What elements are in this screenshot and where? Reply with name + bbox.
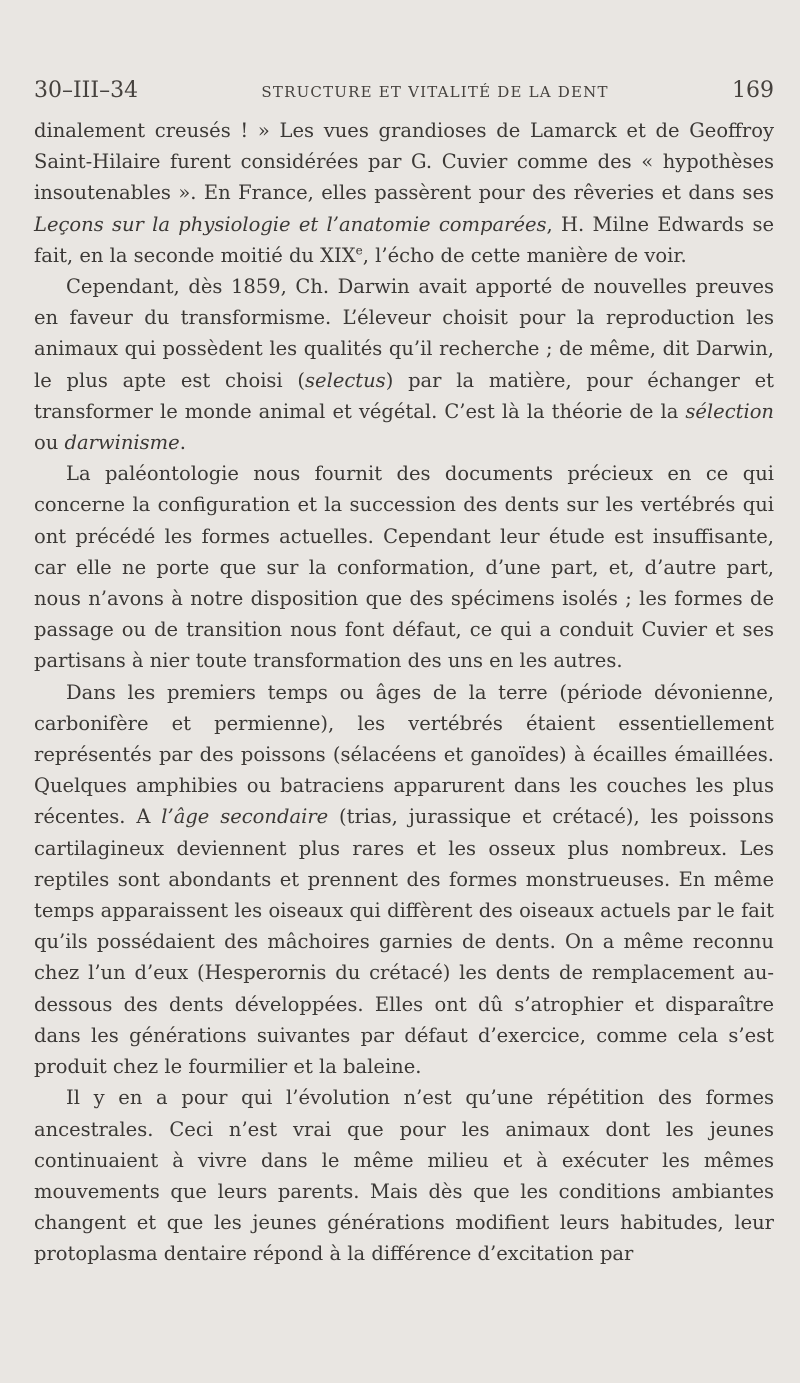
text-run: Dans les premiers temps ou âges de la terre (période dévonienne, carbonifère et permienne), les vertébrés étaient essentiellement représentés par des poissons (sélacéens et ganoïdes) à écailles émaillées. Quelques amphibies ou batraciens apparurent dans les couches les plus récentes. A <box>34 680 774 829</box>
text-run: ou <box>34 431 65 455</box>
body-text <box>34 115 774 1270</box>
text-run: , l’écho de cette manière de voir. <box>362 243 687 267</box>
page-number: 169 <box>732 78 774 103</box>
paragraph <box>34 677 774 1083</box>
italic-text: darwinisme <box>64 431 180 455</box>
running-header <box>34 78 774 103</box>
italic-text: l’âge secondaire <box>161 805 329 829</box>
text-run: . <box>179 431 186 455</box>
text-run: Cependant, dès 1859, Ch. Darwin avait apporté de nouvelles preuves en faveur du transformisme. L’éleveur choisit pour la reproduction les animaux qui possèdent les qualités qu’il recherche ; de même, dit Darwin, le plus apte est choisi ( <box>34 275 774 392</box>
text-run: (trias, jurassique et crétacé), les poissons cartilagineux deviennent plus rares et les osseux plus nombreux. Les reptiles sont abondants et prennent des formes monstrueuses. En même temps apparaissent les oiseaux qui diffèrent des oiseaux actuels par le fait qu’ils possédaient des mâchoires garnies de dents. On a même reconnu chez l’un d’eux (Hesperornis du crétacé) les dents de remplacement au-dessous des dents développées. Elles ont dû s’atrophier et disparaître dans les générations suivantes par défaut d’exercice, comme cela s’est produit chez le fourmilier et la baleine. <box>34 805 774 1079</box>
text-run: La paléontologie nous fournit des documents précieux en ce qui concerne la configuration et la succession des dents sur les vertébrés qui ont précédé les formes actuelles. Cependant leur étude est insuffisante, car elle ne porte que sur la conformation, d’une part, et, d’autre part, nous n’avons à notre disposition que des spécimens isolés ; les formes de passage ou de transition nous font défaut, ce qui a conduit Cuvier et ses partisans à nier toute transformation des uns en les autres. <box>34 462 774 673</box>
paragraph <box>34 458 774 676</box>
paragraph <box>34 271 774 458</box>
text-run: , H. Milne Edwards se fait, en la seconde moitié du XIX <box>34 212 774 267</box>
superscript: e <box>355 243 363 258</box>
italic-text: sélection <box>685 399 774 423</box>
running-title: STRUCTURE ET VITALITÉ DE LA DENT <box>261 83 609 101</box>
paragraph <box>34 1082 774 1269</box>
italic-text: selectus <box>305 368 386 392</box>
text-run: Il y en a pour qui l’évolution n’est qu’une répétition des formes ancestrales. Ceci n’est vrai que pour les animaux dont les jeunes continuaient à vivre dans le même milieu et à exécuter les mêmes mouvements que leurs parents. Mais dès que les conditions ambiantes changent et que les jeunes générations modifient leurs habitudes, leur protoplasma dentaire répond à la différence d’excitation par <box>34 1086 774 1266</box>
date-mark: 30–III–34 <box>34 78 139 103</box>
text-run: ) par la matière, pour échanger et transformer le monde animal et végétal. C’est là la théorie de la <box>34 368 774 423</box>
paragraph <box>34 115 774 271</box>
italic-text: Leçons sur la physiologie et l’anatomie comparées <box>34 212 547 236</box>
text-run: dinalement creusés ! » Les vues grandioses de Lamarck et de Geoffroy Saint-Hilaire furent considérées par G. Cuvier comme des « hypothèses insoutenables ». En France, elles passèrent pour des rêveries et dans ses <box>34 119 774 205</box>
